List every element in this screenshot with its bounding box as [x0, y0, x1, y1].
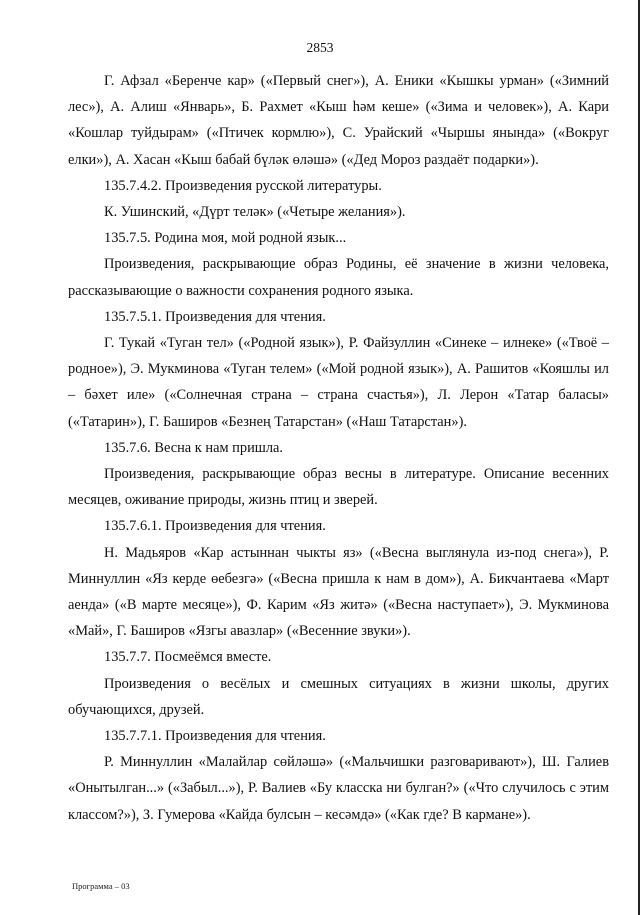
paragraph: Произведения, раскрывающие образ Родины, её значение в жизни человека, рассказывающие о важности сохранения родного языка. — [68, 256, 609, 299]
paragraph: К. Ушинский, «Дүрт теләк» («Четыре желания»). — [104, 204, 406, 221]
section-heading: 135.7.6.1. Произведения для чтения. — [104, 518, 326, 535]
paragraph: Произведения, раскрывающие образ весны в литературе. Описание весенних месяцев, оживание природы, жизнь птиц и зверей. — [68, 466, 609, 509]
section-heading: 135.7.7.1. Произведения для чтения. — [104, 728, 326, 745]
section-heading: 135.7.5. Родина моя, мой родной язык... — [104, 230, 347, 247]
section-heading: 135.7.5.1. Произведения для чтения. — [104, 308, 326, 325]
paragraph: Г. Тукай «Туган тел» («Родной язык»), Р. Файзуллин «Синеке – илнеке» («Твоё – родное»), Э. Мукминова «Туган телем» («Мой родной язык»), А. Рашитов «Кояшлы ил – бәхет иле» («Солнечная страна – страна счастья»), Л. Лерон «Татар баласы» («Татарин»), Г. Баширов «Безнең Татарстан» («Наш Татарстан»). — [68, 335, 609, 430]
footer-label: Программа – 03 — [72, 881, 130, 891]
paragraph: Произведения о весёлых и смешных ситуациях в жизни школы, других обучающихся, друзей. — [68, 675, 609, 718]
section-heading: 135.7.6. Весна к нам пришла. — [104, 439, 284, 456]
paragraph: Н. Мадьяров «Кар астыннан чыкты яз» («Весна выглянула из-под снега»), Р. Миннуллин «Яз керде өебезгә» («Весна пришла к нам в дом»), А. Бикчантаева «Март аенда» («В марте месяце»), Ф. Карим «Яз житә» («Весна наступает»), Э. Мукминова «Май», Г. Баширов «Язгы авазлар» («Весенние звуки»). — [68, 544, 609, 640]
page-number: 2853 — [306, 40, 334, 55]
section-heading: 135.7.7. Посмеёмся вместе. — [104, 649, 272, 666]
section-heading: 135.7.4.2. Произведения русской литературы. — [104, 177, 382, 194]
paragraph: Р. Миннуллин «Малайлар сөйләшә» («Мальчишки разговаривают»), Ш. Галиев «Онытылган...» («Забыл...»), Р. Валиев «Бу класска ни булган?» («Что случилось с этим классом?»), З. Гумерова «Кайда булсын – кесәмдә» («Как где? В кармане»). — [68, 754, 609, 823]
paragraph: Г. Афзал «Беренче кар» («Первый снег»), А. Еники «Кышкы урман» («Зимний лес»), А. Алиш «Январь», Б. Рахмет «Кыш һәм кеше» («Зима и человек»), А. Кари «Кошлар туйдырам» («Птичек кормлю»), С. Урайский «Чыршы янында» («Вокруг елки»), А. Хасан «Кыш бабай бүләк өләшә» («Дед Мороз раздаёт подарки»). — [68, 73, 609, 168]
document-body — [68, 68, 609, 828]
